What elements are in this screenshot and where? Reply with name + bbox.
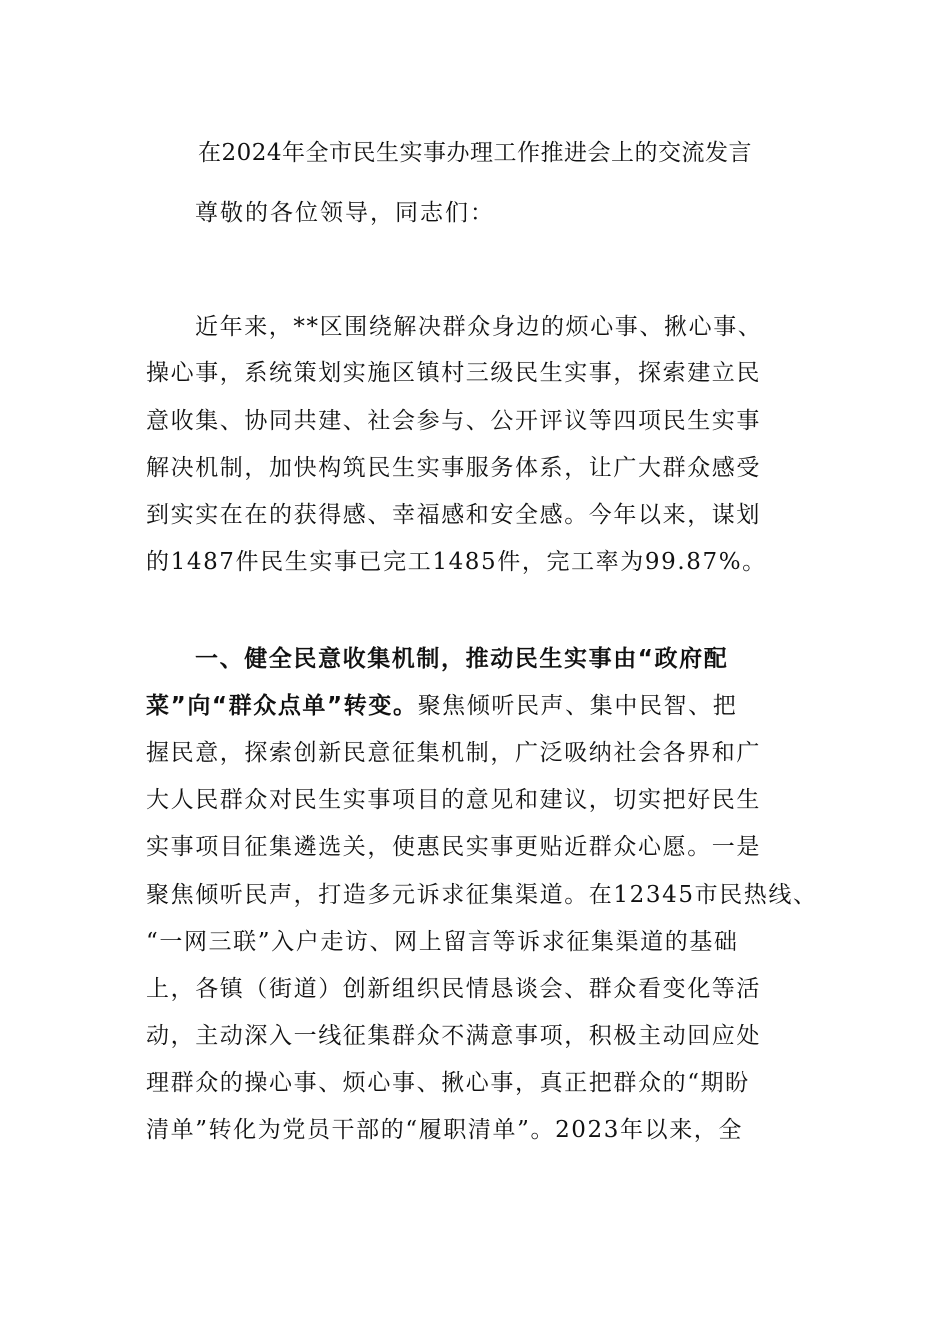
section-heading-line: 一、健全民意收集机制，推动民生实事由“政府配 bbox=[195, 646, 729, 672]
paragraph-line: 清单”转化为党员干部的“履职清单”。2023年以来，全 bbox=[146, 1117, 744, 1143]
greeting: 尊敬的各位领导，同志们： bbox=[195, 200, 495, 226]
paragraph-line: 到实实在在的获得感、幸福感和安全感。今年以来，谋划 bbox=[146, 502, 761, 528]
paragraph-line: 解决机制，加快构筑民生实事服务体系，让广大群众感受 bbox=[146, 455, 761, 481]
paragraph-line: 的1487件民生实事已完工1485件，完工率为99.87%。 bbox=[146, 549, 767, 575]
paragraph-line: 操心事，系统策划实施区镇村三级民生实事，探索建立民 bbox=[146, 360, 761, 386]
paragraph-line: 理群众的操心事、烦心事、揪心事，真正把群众的“期盼 bbox=[146, 1070, 750, 1096]
document-title: 在2024年全市民生实事办理工作推进会上的交流发言 bbox=[197, 140, 753, 166]
paragraph-line: “一网三联”入户走访、网上留言等诉求征集渠道的基础 bbox=[146, 929, 739, 955]
paragraph-line: 动，主动深入一线征集群众不满意事项，积极主动回应处 bbox=[146, 1023, 761, 1049]
paragraph-line: 近年来，**区围绕解决群众身边的烦心事、揪心事、 bbox=[195, 314, 763, 340]
paragraph-line: 聚焦倾听民声，打造多元诉求征集渠道。在12345市民热线、 bbox=[146, 882, 818, 908]
section-heading-end: 菜”向“群众点单”转变。 bbox=[146, 693, 418, 719]
paragraph-line: 上，各镇（街道）创新组织民情恳谈会、群众看变化等活 bbox=[146, 976, 761, 1002]
paragraph-text: 聚焦倾听民声、集中民智、把 bbox=[417, 693, 738, 719]
paragraph-line: 意收集、协同共建、社会参与、公开评议等四项民生实事 bbox=[146, 408, 761, 434]
paragraph-line: 实事项目征集遴选关，使惠民实事更贴近群众心愿。一是 bbox=[146, 834, 761, 860]
paragraph-line: 大人民群众对民生实事项目的意见和建议，切实把好民生 bbox=[146, 787, 761, 813]
paragraph-line bbox=[146, 689, 737, 723]
paragraph-line: 握民意，探索创新民意征集机制，广泛吸纳社会各界和广 bbox=[146, 740, 761, 766]
